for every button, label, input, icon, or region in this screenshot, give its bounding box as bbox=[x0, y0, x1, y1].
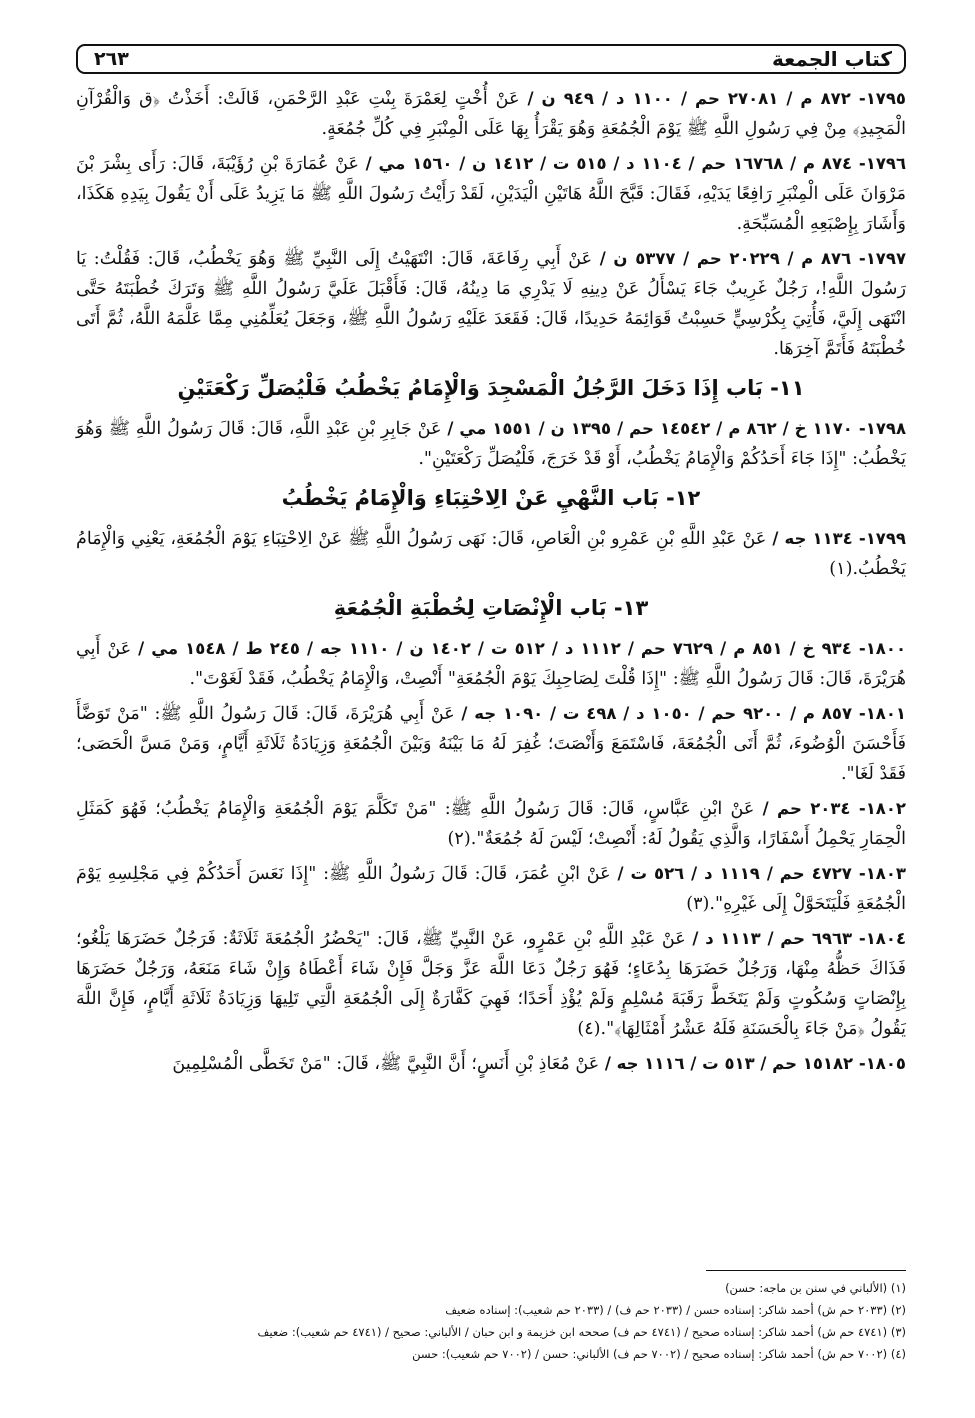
hadith-1802 bbox=[76, 794, 906, 854]
hadith-1798 bbox=[76, 414, 906, 474]
hadith-1800 bbox=[76, 634, 906, 694]
hadith-text: عَنْ أُخْتٍ لِعَمْرَةَ بِنْتِ عَبْدِ الرَّحْمَنِ، قَالَتْ: أَخَذْتُ ﴿ق وَالْقُرْآنِ الْمَجِيدِ﴾ مِنْ فِي رَسُولِ اللَّهِ ﷺ يَوْمَ الْجُمُعَةِ وَهُوَ يَقْرَأُ بِهَا عَلَى الْمِنْبَرِ فِي كُلِّ جُمُعَةٍ. bbox=[76, 89, 906, 139]
hadith-references: ١٧٩٩- ١١٣٤ جه / bbox=[772, 529, 906, 548]
hadith-text: عَنْ عَبْدِ اللَّهِ بْنِ عَمْرٍو، عَنْ النَّبِيِّ ﷺ، قَالَ: "يَحْضُرُ الْجُمُعَةَ ثَلَاثَةٌ: فَرَجُلٌ حَضَرَهَا يَلْغُو؛ فَذَاكَ حَظُّهُ مِنْهَا، وَرَجُلٌ حَضَرَهَا بِدُعَاءٍ؛ فَهُوَ رَجُلٌ دَعَا اللَّهَ عَزَّ وَجَلَّ فَإِنْ شَاءَ أَعْطَاهُ وَإِنْ شَاءَ مَنَعَهُ، وَرَجُلٌ حَضَرَهَا بِإِنْصَاتٍ وَسُكُوتٍ وَلَمْ يَتَخَطَّ رَقَبَةَ مُسْلِمٍ وَلَمْ يُؤْذِ أَحَدًا؛ فَهِيَ كَفَّارَةٌ إِلَى الْجُمُعَةِ الَّتِي تَلِيهَا وَزِيَادَةُ ثَلَاثَةِ أَيَّامٍ، فَإِنَّ اللَّهَ يَقُولُ ﴿مَنْ جَاءَ بِالْحَسَنَةِ فَلَهُ عَشْرُ أَمْثَالِهَا﴾".(٤) bbox=[76, 929, 906, 1039]
hadith-text: عَنْ أَبِي رِفَاعَةَ، قَالَ: انْتَهَيْتُ إِلَى النَّبِيِّ ﷺ وَهُوَ يَخْطُبُ، قَالَ: فَقُلْتُ: يَا رَسُولَ اللَّهِ!، رَجُلٌ غَرِيبٌ جَاءَ يَسْأَلُ عَنْ دِينِهِ لَا يَدْرِي مَا دِينُهُ، قَالَ: فَأَقْبَلَ عَلَيَّ رَسُولُ اللَّهِ ﷺ وَتَرَكَ خُطْبَتَهُ حَتَّى انْتَهَى إِلَيَّ، فَأُتِيَ بِكُرْسِيٍّ حَسِبْتُ قَوَائِمَهُ حَدِيدًا، قَالَ: فَقَعَدَ عَلَيْهِ رَسُولُ اللَّهِ ﷺ، وَجَعَلَ يُعَلِّمُنِي مِمَّا عَلَّمَهُ اللَّهُ، ثُمَّ أَتَى خُطْبَتَهُ فَأَتَمَّ آخِرَهَا. bbox=[76, 249, 906, 359]
hadith-1805 bbox=[76, 1049, 906, 1079]
footnote-3: (٣) (٤٧٤١ حم ش) أحمد شاكر: إسناده صحيح / (٤٧٤١ حم ف) صححه ابن خزيمة و ابن حبان / الألباني: صحيح / (٤٧٤١ حم شعيب): ضعيف bbox=[257, 1325, 906, 1339]
book-page bbox=[76, 44, 906, 1404]
hadith-text: عَنْ أَبِي هُرَيْرَةَ، قَالَ: قَالَ رَسُولُ اللَّهِ ﷺ: "إِذَا قُلْتَ لِصَاحِبِكَ يَوْمَ الْجُمُعَةِ" أَنْصِتْ، وَالْإِمَامُ يَخْطُبُ، فَقَدْ لَغَوْتَ". bbox=[76, 639, 906, 689]
page-header bbox=[76, 44, 906, 74]
book-title: كتاب الجمعة bbox=[772, 47, 892, 71]
hadith-text: عَنْ أَبِي هُرَيْرَةَ، قَالَ: قَالَ رَسُولُ اللَّهِ ﷺ: "مَنْ تَوَضَّأَ فَأَحْسَنَ الْوُضُوءَ، ثُمَّ أَتَى الْجُمُعَةَ، فَاسْتَمَعَ وَأَنْصَتَ؛ غُفِرَ لَهُ مَا بَيْنَهُ وَبَيْنَ الْجُمُعَةِ وَزِيَادَةُ ثَلَاثَةِ أَيَّامٍ، وَمَنْ مَسَّ الْحَصَى؛ فَقَدْ لَغَا". bbox=[76, 704, 906, 784]
hadith-text: عَنْ عُمَارَةَ بْنِ رُؤَيْبَةَ، قَالَ: رَأَى بِشْرَ بْنَ مَرْوَانَ عَلَى الْمِنْبَرِ رَافِعًا يَدَيْهِ، فَقَالَ: قَبَّحَ اللَّهُ هَاتَيْنِ الْيَدَيْنِ، لَقَدْ رَأَيْتُ رَسُولَ اللَّهِ ﷺ مَا يَزِيدُ عَلَى أَنْ يَقُولَ بِيَدِهِ هَكَذَا، وَأَشَارَ بِإِصْبَعِهِ الْمُسَبِّحَةِ. bbox=[76, 154, 906, 234]
hadith-1799 bbox=[76, 524, 906, 584]
hadith-references: ١٨٠٢- ٢٠٣٤ حم / bbox=[762, 799, 907, 818]
footnotes-section bbox=[76, 1270, 906, 1365]
footnote-2: (٢) (٢٠٣٣ حم ش) أحمد شاكر: إسناده حسن / (٢٠٣٣ حم ف) / (٢٠٣٣ حم شعيب): إسناده ضعيف bbox=[445, 1303, 906, 1317]
hadith-references: ١٧٩٥- ٨٧٢ م / ٢٧٠٨١ حم / ١١٠٠ د / ٩٤٩ ن / bbox=[527, 89, 906, 108]
footnote-1: (١) (الألباني في سنن بن ماجه: حسن) bbox=[725, 1281, 906, 1295]
hadith-references: ١٨٠٠- ٩٣٤ خ / ٨٥١ م / ٧٦٢٩ حم / ١١١٢ د / ٥١٢ ت / ١٤٠٢ ن / ١١١٠ جه / ٢٤٥ ط / ١٥٤٨ مي / bbox=[138, 639, 907, 658]
chapter-heading-13: ١٣- بَاب الْإِنْصَاتِ لِخُطْبَةِ الْجُمُعَةِ bbox=[333, 596, 649, 620]
hadith-text: عَنْ ابْنِ عُمَرَ، قَالَ: قَالَ رَسُولُ اللَّهِ ﷺ: "إِذَا نَعَسَ أَحَدُكُمْ فِي مَجْلِسِهِ يَوْمَ الْجُمُعَةِ فَلْيَتَحَوَّلْ إِلَى غَيْرِهِ".(٣) bbox=[76, 864, 906, 914]
hadith-text: عَنْ ابْنِ عَبَّاسٍ، قَالَ: قَالَ رَسُولُ اللَّهِ ﷺ: "مَنْ تَكَلَّمَ يَوْمَ الْجُمُعَةِ وَالْإِمَامُ يَخْطُبُ؛ فَهُوَ كَمَثَلِ الْحِمَارِ يَحْمِلُ أَسْفَارًا، وَالَّذِي يَقُولُ لَهُ: أَنْصِتْ؛ لَيْسَ لَهُ جُمُعَةٌ".(٢) bbox=[76, 799, 906, 849]
hadith-references: ١٧٩٧- ٨٧٦ م / ٢٠٢٢٩ حم / ٥٣٧٧ ن / bbox=[599, 249, 907, 268]
hadith-text: عَنْ مُعَاذِ بْنِ أَنَسٍ؛ أَنَّ النَّبِيَّ ﷺ، قَالَ: "مَنْ تَخَطَّى الْمُسْلِمِينَ bbox=[172, 1054, 600, 1074]
hadith-references: ١٨٠٤- ٦٩٦٣ حم / ١١١٣ د / bbox=[692, 929, 907, 948]
page-number: ٢٦٣ bbox=[94, 48, 129, 70]
hadith-text: عَنْ جَابِرِ بْنِ عَبْدِ اللَّهِ، قَالَ: قَالَ رَسُولُ اللَّهِ ﷺ وَهُوَ يَخْطُبُ: "إِذَا جَاءَ أَحَدُكُمْ وَالْإِمَامُ يَخْطُبُ، أَوْ قَدْ خَرَجَ، فَلْيُصَلِّ رَكْعَتَيْنِ". bbox=[76, 419, 906, 469]
hadith-1801 bbox=[76, 699, 906, 789]
hadith-text: عَنْ عَبْدِ اللَّهِ بْنِ عَمْرِو بْنِ الْعَاصِ، قَالَ: نَهَى رَسُولُ اللَّهِ ﷺ عَنْ الِاحْتِبَاءِ يَوْمَ الْجُمُعَةِ، يَعْنِي وَالْإِمَامُ يَخْطُبُ.(١) bbox=[76, 529, 906, 579]
hadith-references: ١٨٠٥- ١٥١٨٢ حم / ٥١٣ ت / ١١١٦ جه / bbox=[604, 1054, 906, 1073]
hadith-references: ١٨٠٣- ٤٧٢٧ حم / ١١١٩ د / ٥٢٦ ت / bbox=[617, 864, 906, 883]
hadith-references: ١٧٩٨- ١١٧٠ خ / ٨٦٢ م / ١٤٥٤٢ حم / ١٣٩٥ ن / ١٥٥١ مي / bbox=[447, 419, 907, 438]
footnote-4: (٤) (٧٠٠٢ حم ش) أحمد شاكر: إسناده صحيح / (٧٠٠٢ حم ف) الألباني: حسن / (٧٠٠٢ حم شعيب): حسن bbox=[412, 1347, 906, 1361]
hadith-1803 bbox=[76, 859, 906, 919]
hadith-1804 bbox=[76, 924, 906, 1044]
chapter-heading-12: ١٢- بَاب النَّهْيِ عَنْ الِاحْتِبَاءِ وَالْإِمَامُ يَخْطُبُ bbox=[281, 486, 701, 510]
hadith-references: ١٧٩٦- ٨٧٤ م / ١٦٧٦٨ حم / ١١٠٤ د / ٥١٥ ت / ١٤١٢ ن / ١٥٦٠ مي / bbox=[365, 154, 907, 173]
hadith-1797 bbox=[76, 244, 906, 364]
chapter-heading-11: ١١- بَاب إِذَا دَخَلَ الرَّجُلُ الْمَسْجِدَ وَالْإِمَامُ يَخْطُبُ فَلْيُصَلِّ رَكْعَتَيْنِ bbox=[177, 376, 805, 400]
hadith-references: ١٨٠١- ٨٥٧ م / ٩٢٠٠ حم / ١٠٥٠ د / ٤٩٨ ت / ١٠٩٠ جه / bbox=[461, 704, 907, 723]
hadith-1795 bbox=[76, 84, 906, 144]
hadith-1796 bbox=[76, 149, 906, 239]
footnote-divider bbox=[706, 1270, 906, 1271]
page-content bbox=[76, 84, 906, 1079]
